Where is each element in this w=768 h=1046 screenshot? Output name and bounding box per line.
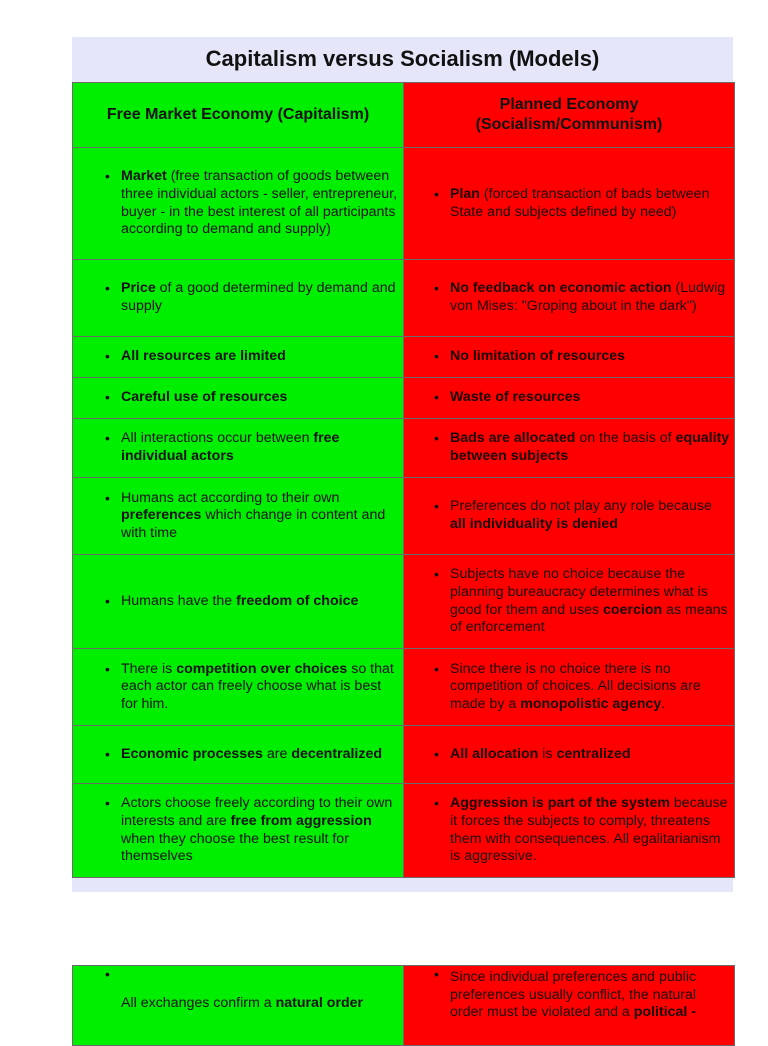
table-row bbox=[73, 478, 735, 555]
right-cell bbox=[404, 784, 735, 878]
cell-content bbox=[73, 280, 403, 315]
cell-content bbox=[73, 593, 403, 611]
cell-text: Bads are allocated on the basis of equality between subjects bbox=[450, 430, 730, 464]
cell-content bbox=[404, 966, 734, 1022]
cell-content bbox=[404, 389, 734, 407]
bullet-icon: • bbox=[434, 389, 439, 406]
bullet-icon: • bbox=[105, 745, 110, 762]
cell-content bbox=[404, 430, 734, 465]
cell-content bbox=[73, 389, 403, 407]
cell-text: No feedback on economic action (Ludwig von Mises: "Groping about in the dark") bbox=[450, 280, 726, 314]
cell-content bbox=[404, 280, 734, 315]
cell-text: Subjects have no choice because the planning bureaucracy determines what is good for them and uses coercion as means of enforcement bbox=[450, 566, 728, 636]
right-cell bbox=[404, 478, 735, 555]
table-header-row bbox=[73, 83, 735, 148]
bullet-icon: • bbox=[434, 348, 439, 365]
right-cell bbox=[404, 337, 735, 378]
right-cell bbox=[404, 419, 735, 478]
left-cell bbox=[73, 419, 404, 478]
cell-text: Economic processes are decentralized bbox=[121, 745, 383, 762]
cell-content bbox=[404, 795, 734, 865]
bullet-icon: • bbox=[434, 745, 439, 762]
cell-text: Preferences do not play any role because all individuality is denied bbox=[450, 498, 712, 532]
cell-text: All allocation is centralized bbox=[450, 745, 631, 762]
table-row bbox=[73, 378, 735, 419]
bullet-icon: • bbox=[434, 966, 439, 982]
cell-text: Humans have the freedom of choice bbox=[121, 592, 359, 609]
cell-text: Since there is no choice there is no competition of choices. All decisions are made by a monopolistic agency. bbox=[450, 660, 701, 712]
bullet-icon: • bbox=[434, 660, 439, 677]
table-row bbox=[73, 260, 735, 337]
table-row bbox=[73, 784, 735, 878]
table-row bbox=[73, 419, 735, 478]
cell-text: Since individual preferences and public preferences usually conflict, the natural order must be violated and a political - bbox=[450, 969, 697, 1021]
comparison-table-continued bbox=[72, 965, 735, 1046]
left-cell bbox=[73, 337, 404, 378]
bullet-icon: • bbox=[105, 592, 110, 609]
left-cell bbox=[73, 966, 404, 1046]
bullet-icon: • bbox=[434, 185, 439, 202]
comparison-table bbox=[72, 82, 735, 878]
bullet-icon: • bbox=[105, 795, 110, 812]
cell-text: Humans act according to their own preferences which change in content and with time bbox=[121, 489, 386, 541]
bullet-icon: • bbox=[105, 280, 110, 297]
left-cell bbox=[73, 148, 404, 260]
page-title: Capitalism versus Socialism (Models) bbox=[205, 46, 600, 71]
cell-text: Plan (forced transaction of bads between State and subjects defined by need) bbox=[450, 185, 710, 220]
bullet-icon: • bbox=[105, 966, 110, 982]
right-cell bbox=[404, 649, 735, 726]
cell-content bbox=[404, 746, 734, 764]
bullet-icon: • bbox=[105, 389, 110, 406]
cell-text: Careful use of resources bbox=[121, 389, 288, 406]
header-right-label: Planned Economy (Socialism/Communism) bbox=[475, 96, 663, 133]
header-left-label: Free Market Economy (Capitalism) bbox=[106, 106, 370, 123]
bullet-icon: • bbox=[434, 795, 439, 812]
bullet-icon: • bbox=[105, 430, 110, 447]
bullet-icon: • bbox=[105, 168, 110, 185]
bullet-icon: • bbox=[434, 498, 439, 515]
left-cell bbox=[73, 378, 404, 419]
left-cell bbox=[73, 555, 404, 649]
cell-content bbox=[73, 966, 403, 1013]
bullet-icon: • bbox=[434, 566, 439, 583]
cell-text: There is competition over choices so that each actor can freely choose what is best for him. bbox=[121, 660, 394, 712]
cell-text: No limitation of resources bbox=[450, 348, 626, 365]
bullet-icon: • bbox=[105, 660, 110, 677]
cell-content bbox=[404, 186, 734, 221]
cell-text: All interactions occur between free individual actors bbox=[121, 430, 340, 464]
right-cell bbox=[404, 726, 735, 784]
table-row bbox=[73, 966, 735, 1046]
right-cell bbox=[404, 148, 735, 260]
table-row bbox=[73, 555, 735, 649]
right-cell bbox=[404, 260, 735, 337]
header-capitalism bbox=[73, 83, 404, 148]
right-cell bbox=[404, 378, 735, 419]
bullet-icon: • bbox=[434, 430, 439, 447]
right-cell bbox=[404, 966, 735, 1046]
bullet-icon: • bbox=[105, 348, 110, 365]
left-cell bbox=[73, 649, 404, 726]
table-row bbox=[73, 726, 735, 784]
cell-text: Price of a good determined by demand and supply bbox=[121, 280, 396, 314]
cell-content bbox=[73, 795, 403, 865]
left-cell bbox=[73, 260, 404, 337]
bullet-icon: • bbox=[434, 280, 439, 297]
left-cell bbox=[73, 478, 404, 555]
cell-content bbox=[404, 661, 734, 714]
table-row bbox=[73, 337, 735, 378]
cell-text: Market (free transaction of goods between three individual actors - seller, entrepreneur, buyer - in the best interest of all participants according to demand and supply) bbox=[121, 168, 398, 238]
cell-text: All resources are limited bbox=[121, 348, 286, 365]
cell-content bbox=[73, 430, 403, 465]
left-cell bbox=[73, 726, 404, 784]
cell-text: All exchanges confirm a natural order bbox=[121, 995, 364, 1011]
left-cell bbox=[73, 784, 404, 878]
cell-content bbox=[404, 348, 734, 366]
cell-text: Aggression is part of the system because it forces the subjects to comply, threatens them with consequences. All egalitarianism is aggressive. bbox=[450, 795, 728, 865]
cell-text: Actors choose freely according to their own interests and are free from aggression when they choose the best result for themselves bbox=[121, 795, 393, 865]
right-cell bbox=[404, 555, 735, 649]
header-socialism bbox=[404, 83, 735, 148]
cell-content bbox=[404, 566, 734, 636]
table-row bbox=[73, 649, 735, 726]
cell-text: Waste of resources bbox=[450, 389, 581, 406]
cell-content bbox=[73, 168, 403, 238]
table-row bbox=[73, 148, 735, 260]
cell-content bbox=[73, 490, 403, 543]
cell-content bbox=[404, 498, 734, 533]
cell-content bbox=[73, 661, 403, 714]
cell-content bbox=[73, 348, 403, 366]
cell-content bbox=[73, 746, 403, 764]
bullet-icon: • bbox=[105, 489, 110, 506]
